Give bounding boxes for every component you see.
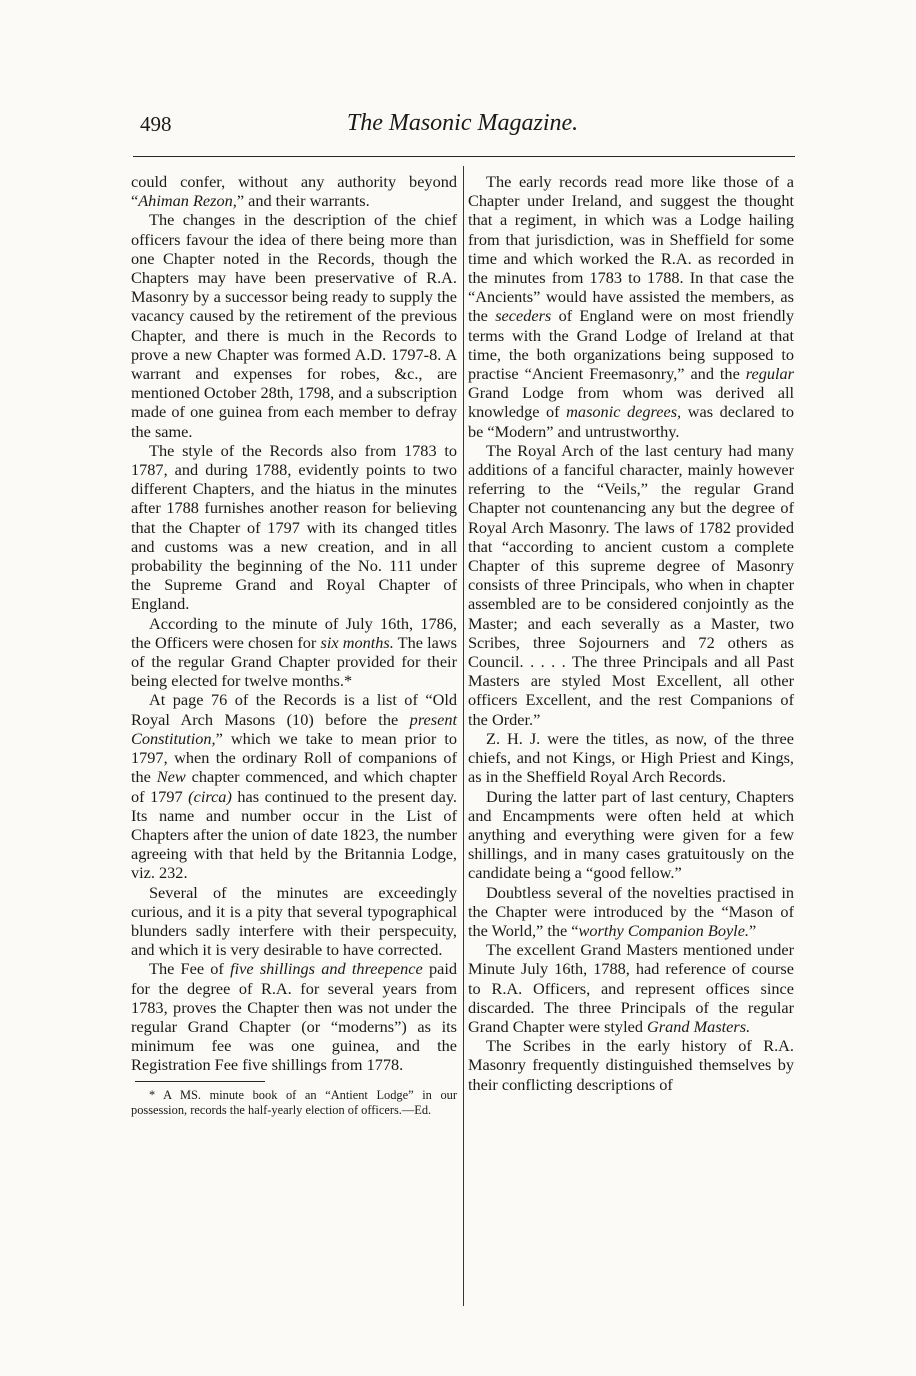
- italic-text: regular: [745, 364, 794, 384]
- text-run: The changes in the description of the chief officers favour the idea of there being more than one Chapter noted in the Records, though the Chapters may have been preservative of R.A. Masonry by a successor being ready to supply the vacancy caused by the retirement of the previous Chapter, and there is much in the Records to prove a new Chapter was formed A.D. 1797-8. A warrant and expenses for robes, &c., are mentioned October 28th, 1798, and a subscription made of one guinea from each member to defray the same.: [131, 210, 457, 441]
- italic-text: masonic degrees,: [566, 402, 682, 422]
- footnote: * A MS. minute book of an “Antient Lodge” in our possession, records the half-yearly election of officers.—Ed.: [131, 1087, 457, 1117]
- paragraph: [131, 210, 457, 440]
- italic-text: New: [156, 767, 186, 787]
- text-run: could confer, without any authority beyond “: [131, 172, 457, 211]
- header-rule: [133, 156, 795, 157]
- italic-text: present Constitution,: [131, 709, 457, 748]
- running-title: The Masonic Magazine.: [346, 110, 579, 136]
- paragraph: [468, 940, 794, 1036]
- left-column-body: [131, 172, 457, 1075]
- italic-text: worthy Companion Boyle.: [578, 920, 749, 940]
- text-run: During the latter part of last century, Chapters and Encampments were often held at which anything and everything were given for a few shillings, and in many cases gratuitously on the candidate being a “good fellow.”: [468, 786, 794, 883]
- paragraph: [131, 959, 457, 1074]
- text-run: The early records read more like those of a Chapter under Ireland, and suggest the thought that a regiment, in which was a Lodge hailing from that jurisdiction, was in Sheffield for some time and which worked the R.A. as recorded in the minutes from 1783 to 1788. In that case the “Ancients” would have assisted the members, as the: [468, 172, 794, 326]
- text-run: chapter commenced, and which chapter of 1797: [131, 767, 457, 806]
- left-column: [131, 172, 457, 1118]
- text-run: Z. H. J. were the titles, as now, of the three chiefs, and not Kings, or High Priest and Kings, as in the Sheffield Royal Arch Records.: [468, 728, 794, 787]
- text-run: Doubtless several of the novelties practised in the Chapter were introduced by the “Mason of the World,” the “: [468, 882, 794, 940]
- text-run: was declared to be “Modern” and untrustworthy.: [468, 402, 794, 441]
- text-run: Several of the minutes are exceedingly curious, and it is a pity that several typographical blunders sadly interfere with their perspecuity, and which it is very desirable to have corrected.: [131, 882, 457, 960]
- footnote-rule: [135, 1081, 265, 1082]
- text-run: The style of the Records also from 1783 to 1787, and during 1788, evidently points to two different Chapters, and the hiatus in the minutes after 1788 furnishes another reason for believing that the Chapter of 1797 with its changed titles and customs was a new creation, and in all probability the beginning of the No. 111 under the Supreme Grand and Royal Chapter of England.: [131, 440, 457, 614]
- page-number: 498: [140, 112, 172, 136]
- page-header: [130, 110, 795, 142]
- paragraph: [131, 441, 457, 614]
- paragraph: [468, 172, 794, 441]
- text-run: ” which we take to mean prior to 1797, when the ordinary Roll of companions of the: [131, 728, 457, 787]
- italic-text: five shillings and threepence: [230, 959, 423, 979]
- italic-text: seceders: [495, 306, 552, 326]
- paragraph: [131, 883, 457, 960]
- paragraph: [468, 441, 794, 729]
- text-run: The Scribes in the early history of R.A. Masonry frequently distinguished themselves by their conflicting descriptions of: [468, 1036, 794, 1094]
- paragraph: [468, 1036, 794, 1094]
- text-run: At page 76 of the Records is a list of “Old Royal Arch Masons (10) before the: [131, 690, 457, 729]
- paragraph: [131, 172, 457, 210]
- italic-text: Grand Masters.: [647, 1016, 751, 1036]
- right-column: [468, 172, 794, 1094]
- text-run: ”: [749, 920, 757, 940]
- text-run: Grand Lodge from whom was derived all knowledge of: [468, 383, 794, 422]
- text-run: The excellent Grand Masters mentioned under Minute July 16th, 1788, had reference of course to R.A. Officers, and represent offices since discarded. The three Principals of the regular Grand Chapter were styled: [468, 940, 794, 1036]
- italic-text: Ahiman Rezon,: [138, 191, 237, 211]
- paragraph: [468, 787, 794, 883]
- text-run: paid for the degree of R.A. for several years from 1783, proves the Chapter then was not under the regular Grand Chapter (or “moderns”) as its minimum fee was one guinea, and the Registration Fee five shillings from 1778.: [131, 959, 457, 1075]
- italic-text: (circa): [188, 786, 232, 806]
- text-run: of England were on most friendly terms with the Grand Lodge of Ireland at that time, the both organizations being supposed to practise “Ancient Freemasonry,” and the: [468, 306, 795, 384]
- text-run: The Royal Arch of the last century had many additions of a fanciful character, mainly however referring to the “Veils,” the regular Grand Chapter not countenancing any but the degree of Royal Arch Masonry. The laws of 1782 provided that “according to ancient custom a complete Chapter of this supreme degree of Masonry consists of three Principals, who when in chapter assembled are to be considered conjointly as the Master; and each severally as a Master, two Scribes, three Sojourners and 72 others as Council. . . . . The three Principals and all Past Masters are styled Most Excellent, all other officers Excellent, and the rest Companions of the Order.”: [468, 440, 794, 729]
- text-run: ” and their warrants.: [236, 191, 370, 211]
- paragraph: [131, 690, 457, 882]
- paragraph: [131, 614, 457, 691]
- paragraph: [468, 883, 794, 941]
- right-column-body: [468, 172, 794, 1094]
- text-run: The Fee of: [149, 959, 231, 979]
- italic-text: six months.: [320, 632, 394, 652]
- text-run: According to the minute of July 16th, 1786, the Officers were chosen for: [131, 613, 457, 652]
- paragraph: [468, 729, 794, 787]
- text-run: has continued to the present day. Its name and number occur in the List of Chapters after the union of date 1823, the number agreeing with that held by the Britannia Lodge, viz. 232.: [131, 786, 457, 883]
- text-run: The laws of the regular Grand Chapter provided for their being elected for twelve months.*: [131, 632, 457, 691]
- column-divider: [463, 166, 464, 1306]
